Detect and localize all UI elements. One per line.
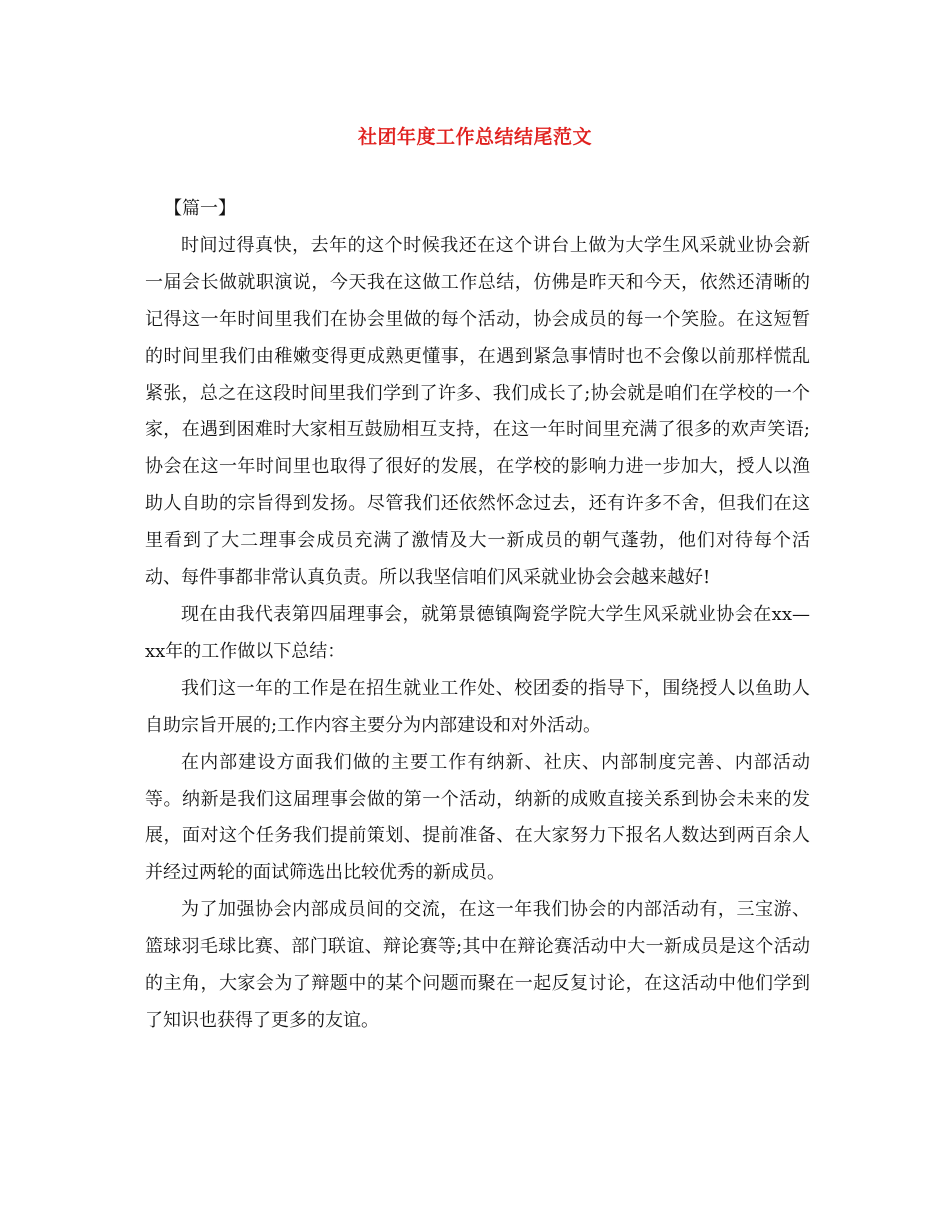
paragraph-1: 时间过得真快，去年的这个时候我还在这个讲台上做为大学生风采就业协会新一届会长做就职演说，今天我在这做工作总结，仿佛是昨天和今天，依然还清晰的记得这一年时间里我们在协会里做的每个活动，协会成员的每一个笑脸。在这短暂的时间里我们由稚嫩变得更成熟更懂事，在遇到紧急事情时也不会像以前那样慌乱紧张，总之在这段时间里我们学到了许多、我们成长了;协会就是咱们在学校的一个家，在遇到困难时大家相互鼓励相互支持，在这一年时间里充满了很多的欢声笑语;协会在这一年时间里也取得了很好的发展，在学校的影响力进一步加大，授人以渔助人自助的宗旨得到发扬。尽管我们还依然怀念过去，还有许多不舍，但我们在这里看到了大二理事会成员充满了激情及大一新成员的朝气蓬勃，他们对待每个活动、每件事都非常认真负责。所以我坚信咱们风采就业协会会越来越好! [145, 234, 810, 589]
paragraph-2: 现在由我代表第四届理事会，就第景德镇陶瓷学院大学生风采就业协会在xx—xx年的工作做以下总结： [145, 603, 810, 662]
paragraph-5: 为了加强协会内部成员间的交流，在这一年我们协会的内部活动有，三宝游、篮球羽毛球比赛、部门联谊、辩论赛等;其中在辩论赛活动中大一新成员是这个活动的主角，大家会为了辩题中的某个问题而聚在一起反复讨论，在这活动中他们学到了知识也获得了更多的友谊。 [145, 899, 810, 1031]
paragraph-4: 在内部建设方面我们做的主要工作有纳新、社庆、内部制度完善、内部活动等。纳新是我们这届理事会做的第一个活动，纳新的成败直接关系到协会未来的发展，面对这个任务我们提前策划、提前准备、在大家努力下报名人数达到两百余人并经过两轮的面试筛选出比较优秀的新成员。 [145, 751, 810, 884]
section-heading: 【篇一】 [164, 198, 236, 219]
document-title: 社团年度工作总结结尾范文 [357, 126, 592, 148]
document-body [145, 191, 810, 1040]
paragraph-3: 我们这一年的工作是在招生就业工作处、校团委的指导下，围绕授人以鱼助人自助宗旨开展的;工作内容主要分为内部建设和对外活动。 [145, 677, 810, 736]
